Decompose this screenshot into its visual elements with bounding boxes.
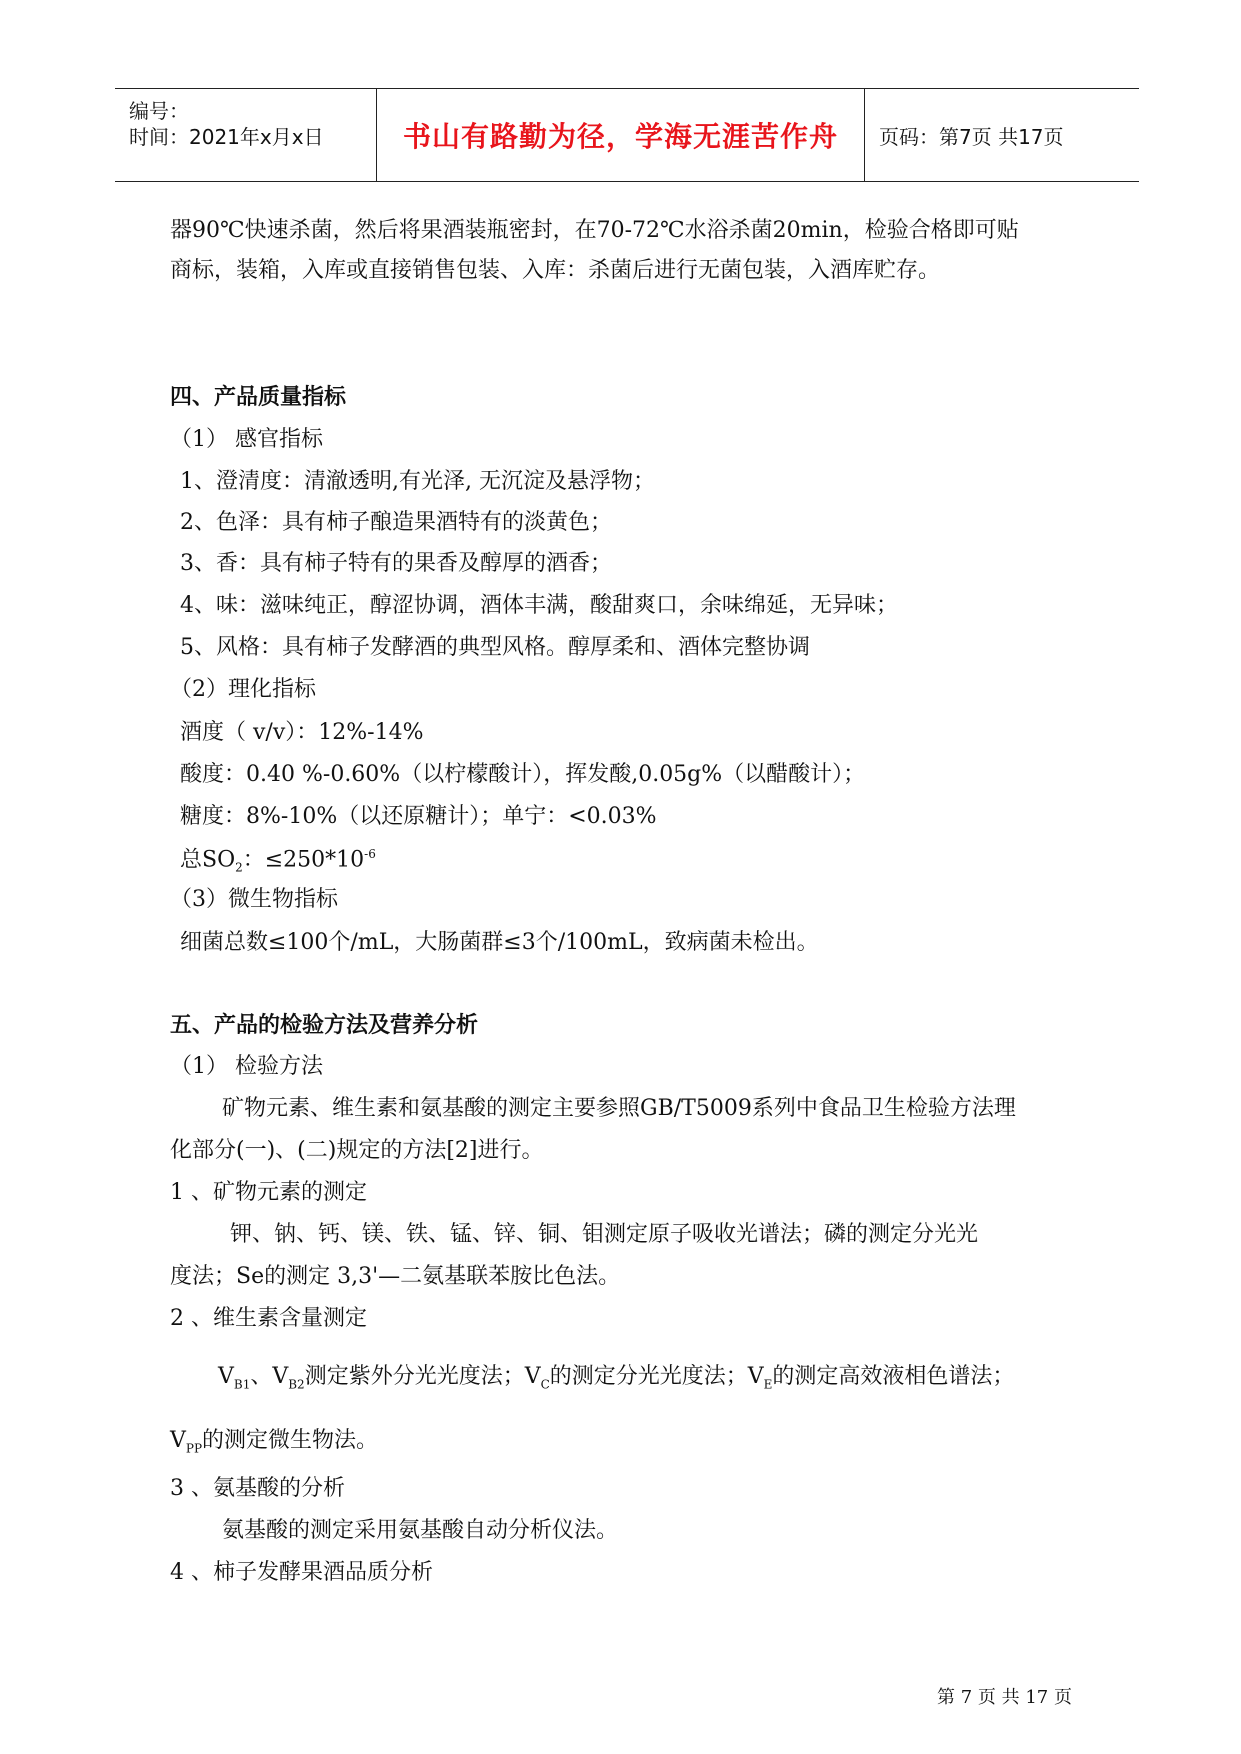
paragraph-line: 商标，装箱，入库或直接销售包装、入库：杀菌后进行无菌包装，入酒库贮存。 xyxy=(170,258,941,283)
numbered-heading: 4 、柿子发酵果酒品质分析 xyxy=(170,1560,433,1585)
so2-superscript: -6 xyxy=(364,847,376,861)
vitamin-sub-c: C xyxy=(540,1377,550,1392)
paragraph-line: 器90℃快速杀菌，然后将果酒装瓶密封，在70-72℃水浴杀菌20min，检验合格即可贴 xyxy=(170,218,1019,243)
so2-subscript: 2 xyxy=(235,860,243,875)
paragraph-line: 化部分(一)、(二)规定的方法[2]进行。 xyxy=(170,1138,544,1163)
vitamin-line-2 xyxy=(170,1430,378,1454)
vitamin-sub-e: E xyxy=(763,1377,773,1392)
vitamin-sub-b1: B1 xyxy=(233,1377,251,1392)
header-time-label: 时间：2021年x月x日 xyxy=(129,125,324,149)
header-number-label: 编号： xyxy=(129,99,189,123)
vitamin-v: V xyxy=(218,1364,234,1389)
subsection-heading: （3）微生物指标 xyxy=(170,887,338,912)
numbered-heading: 2 、维生素含量测定 xyxy=(170,1306,367,1331)
page-footer: 第 7 页 共 17 页 xyxy=(937,1687,1072,1708)
so2-limit: ：≤250*10 xyxy=(242,847,365,873)
subsection-heading: （1） 检验方法 xyxy=(170,1054,323,1079)
vitamin-v: V xyxy=(170,1428,186,1453)
vitamin-text: 、V xyxy=(250,1364,289,1389)
list-item-so2 xyxy=(180,848,376,874)
vitamin-sub-pp: PP xyxy=(185,1441,203,1456)
header-motto-cell xyxy=(376,89,865,181)
vitamin-line xyxy=(218,1366,1014,1390)
numbered-heading: 1 、矿物元素的测定 xyxy=(170,1180,367,1205)
header-page-info: 页码：第7页 共17页 xyxy=(879,124,1064,149)
numbered-heading: 3 、氨基酸的分析 xyxy=(170,1476,345,1501)
vitamin-text: 的测定高效液相色谱法； xyxy=(772,1364,1015,1389)
subsection-heading: （2）理化指标 xyxy=(170,677,316,702)
so2-text: 总SO xyxy=(180,847,236,873)
list-item: 2、色泽：具有柿子酿造果酒特有的淡黄色； xyxy=(180,510,612,535)
list-item: 细菌总数≤100个/mL，大肠菌群≤3个/100mL，致病菌未检出。 xyxy=(180,930,819,955)
list-item: 酸度：0.40 %-0.60%（以柠檬酸计），挥发酸,0.05g%（以醋酸计）； xyxy=(180,762,866,787)
subsection-heading: （1） 感官指标 xyxy=(170,427,323,452)
paragraph-line: 钾、钠、钙、镁、铁、锰、锌、铜、钼测定原子吸收光谱法；磷的测定分光光 xyxy=(230,1222,979,1247)
header-page-cell xyxy=(865,89,1139,181)
paragraph-line: 矿物元素、维生素和氨基酸的测定主要参照GB/T5009系列中食品卫生检验方法理 xyxy=(222,1096,1016,1121)
list-item: 5、风格：具有柿子发酵酒的典型风格。醇厚柔和、酒体完整协调 xyxy=(180,635,810,660)
vitamin-sub-b2: B2 xyxy=(288,1377,305,1392)
header-left-cell xyxy=(115,89,376,181)
vitamin-text: 的测定分光光度法；V xyxy=(549,1364,764,1389)
page-header xyxy=(115,88,1139,182)
list-item: 1、澄清度：清澈透明,有光泽, 无沉淀及悬浮物； xyxy=(180,469,655,494)
header-motto: 书山有路勤为径，学海无涯苦作舟 xyxy=(402,120,838,153)
list-item: 酒度（ v/v）：12%-14% xyxy=(180,720,424,745)
list-item: 4、味：滋味纯正，醇涩协调，酒体丰满，酸甜爽口，余味绵延，无异味； xyxy=(180,593,898,618)
section-heading-4: 四、产品质量指标 xyxy=(170,384,347,410)
vitamin-text: 的测定微生物法。 xyxy=(202,1428,379,1453)
list-item: 3、香：具有柿子特有的果香及醇厚的酒香； xyxy=(180,551,612,576)
paragraph-line: 氨基酸的测定采用氨基酸自动分析仪法。 xyxy=(222,1518,619,1543)
vitamin-text: 测定紫外分光光度法；V xyxy=(304,1364,541,1389)
list-item: 糖度：8%-10%（以还原糖计）；单宁：<0.03% xyxy=(180,804,657,829)
paragraph-line: 度法；Se的测定 3,3'—二氨基联苯胺比色法。 xyxy=(170,1264,621,1289)
section-heading-5: 五、产品的检验方法及营养分析 xyxy=(170,1012,479,1038)
